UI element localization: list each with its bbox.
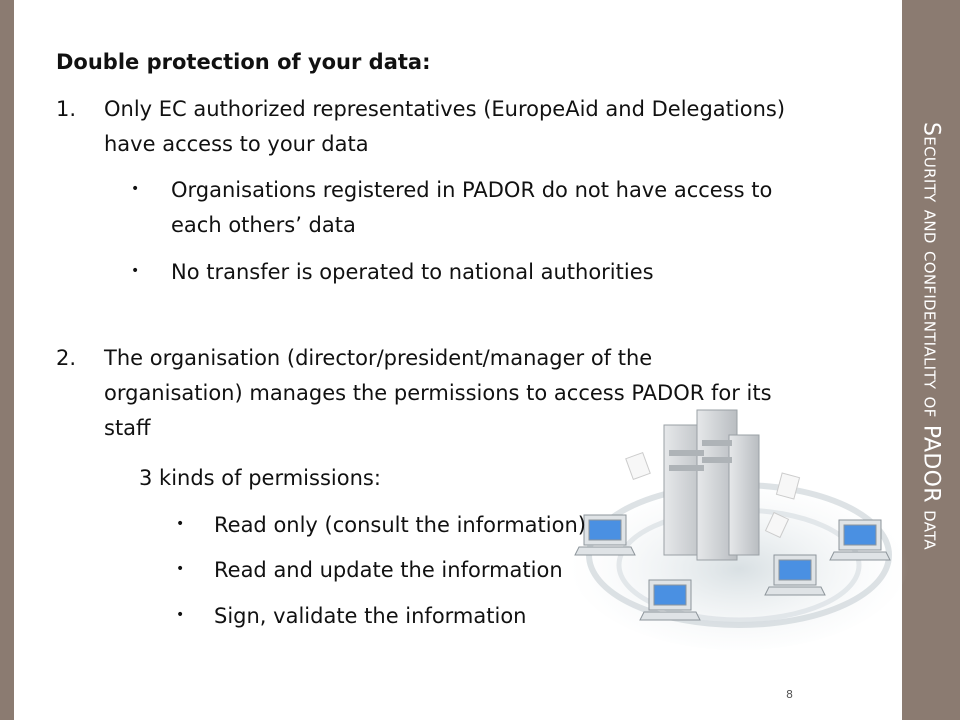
sidebar-title-bar (902, 0, 960, 720)
bullet-icon: • (176, 516, 185, 532)
item-1-number: 1. (56, 97, 77, 121)
item-1-bullet-1-line-1: Organisations registered in PADOR do not have access to (171, 178, 773, 202)
permission-item: Read only (consult the information) (214, 513, 586, 537)
item-2-number: 2. (56, 346, 77, 370)
item-1-bullet-2: No transfer is operated to national authorities (171, 260, 654, 284)
item-1-line-2: have access to your data (104, 132, 369, 156)
laptop-icon (765, 555, 825, 595)
permission-item: Sign, validate the information (214, 604, 527, 628)
bullet-icon: • (131, 263, 140, 279)
item-1-line-1: Only EC authorized representatives (EuropeAid and Delegations) (104, 97, 786, 121)
laptop-icon (830, 520, 890, 560)
permission-item: Read and update the information (214, 558, 563, 582)
slide-content (14, 0, 902, 720)
item-1-bullet-1-line-2: each others’ data (171, 213, 356, 237)
permissions-subheading: 3 kinds of permissions: (139, 466, 381, 490)
item-2-line-2: organisation) manages the permissions to access PADOR for its (104, 381, 772, 405)
item-2-line-1: The organisation (director/president/manager of the (104, 346, 653, 370)
server-icon (664, 410, 759, 560)
bullet-icon: • (176, 607, 185, 623)
section-heading: Double protection of your data: (56, 50, 431, 74)
laptop-icon (640, 580, 700, 620)
bullet-icon: • (176, 561, 185, 577)
item-2-line-3: staff (104, 416, 151, 440)
page-number: 8 (786, 688, 793, 701)
slide-title: Security and confidentiality of PADOR data (918, 122, 944, 550)
bullet-icon: • (131, 181, 140, 197)
server-network-laptops-illustration (569, 405, 919, 675)
